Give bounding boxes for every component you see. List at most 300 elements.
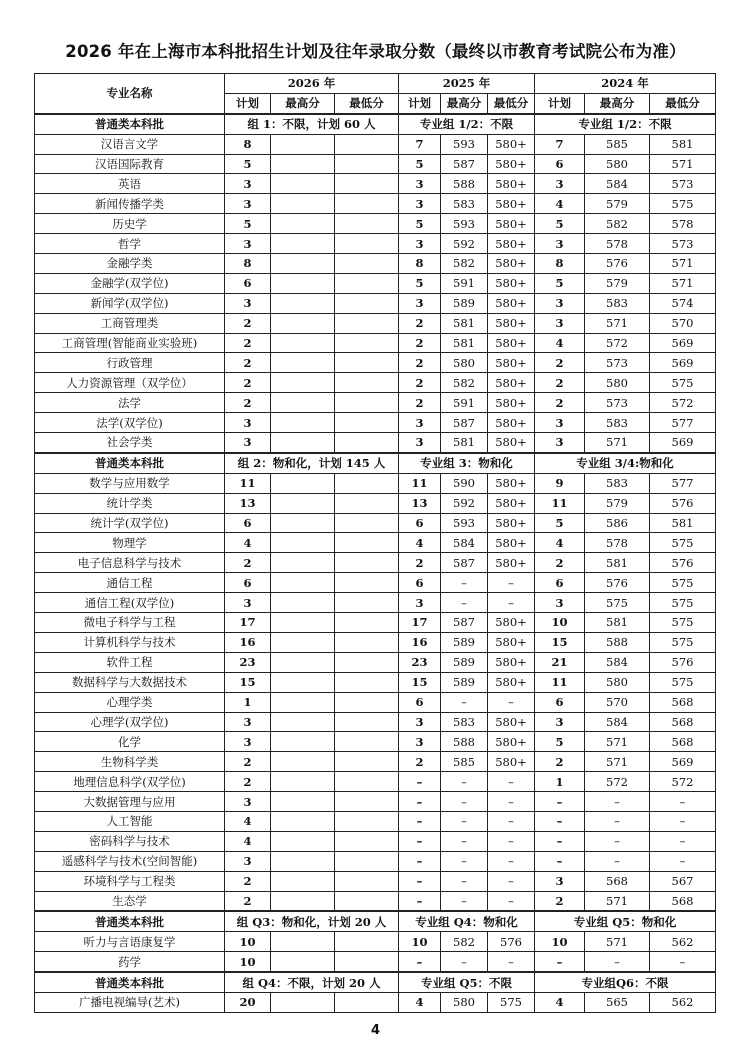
major-name-cell: 工商管理类 bbox=[35, 313, 225, 333]
max-score-cell: 584 bbox=[585, 712, 650, 732]
table-row bbox=[35, 373, 716, 393]
table-row bbox=[35, 273, 716, 293]
max-score-cell: 585 bbox=[585, 134, 650, 154]
plan-cell: 4 bbox=[225, 811, 271, 831]
max-score-cell: 581 bbox=[441, 313, 488, 333]
plan-cell: 2 bbox=[535, 373, 585, 393]
section-group-label: 专业组 Q4：物和化 bbox=[399, 911, 535, 931]
plan-cell: 3 bbox=[399, 712, 441, 732]
table-row bbox=[35, 752, 716, 772]
max-score-cell: 568 bbox=[585, 871, 650, 891]
min-score-cell: 578 bbox=[650, 214, 716, 234]
table-row bbox=[35, 413, 716, 433]
min-score-cell: 580+ bbox=[488, 313, 535, 333]
min-score-cell: 573 bbox=[650, 234, 716, 254]
max-score-cell: 579 bbox=[585, 273, 650, 293]
min-score-cell bbox=[335, 871, 399, 891]
plan-cell: 3 bbox=[399, 732, 441, 752]
plan-cell: 4 bbox=[535, 333, 585, 353]
plan-cell: 6 bbox=[399, 692, 441, 712]
min-score-cell: – bbox=[488, 851, 535, 871]
max-score-cell: 581 bbox=[441, 333, 488, 353]
max-score-cell: 590 bbox=[441, 473, 488, 493]
max-score-cell bbox=[271, 473, 335, 493]
table-row bbox=[35, 811, 716, 831]
max-score-cell: – bbox=[585, 811, 650, 831]
plan-cell: 5 bbox=[535, 273, 585, 293]
max-score-cell: 586 bbox=[585, 513, 650, 533]
min-score-cell: 580+ bbox=[488, 493, 535, 513]
max-score-cell: 584 bbox=[585, 174, 650, 194]
plan-cell: 2 bbox=[535, 891, 585, 911]
max-score-cell: 581 bbox=[441, 433, 488, 453]
table-row bbox=[35, 792, 716, 812]
min-score-cell bbox=[335, 573, 399, 593]
max-score-cell: 589 bbox=[441, 632, 488, 652]
min-score-cell bbox=[335, 992, 399, 1012]
table-row bbox=[35, 293, 716, 313]
plan-cell: 3 bbox=[225, 433, 271, 453]
plan-cell: 5 bbox=[225, 214, 271, 234]
major-name-cell: 微电子科学与工程 bbox=[35, 613, 225, 633]
major-name-cell: 生物科学类 bbox=[35, 752, 225, 772]
plan-cell: 23 bbox=[225, 652, 271, 672]
table-row bbox=[35, 473, 716, 493]
max-score-cell: 584 bbox=[585, 652, 650, 672]
max-score-cell: 580 bbox=[585, 154, 650, 174]
plan-cell: 2 bbox=[225, 891, 271, 911]
major-name-cell: 汉语言文学 bbox=[35, 134, 225, 154]
plan-cell: – bbox=[399, 811, 441, 831]
min-score-cell: 575 bbox=[650, 533, 716, 553]
min-score-cell: 580+ bbox=[488, 632, 535, 652]
min-score-cell bbox=[335, 792, 399, 812]
section-group-label: 组 Q4：不限，计划 20 人 bbox=[225, 972, 399, 992]
min-score-cell: 580+ bbox=[488, 732, 535, 752]
min-score-cell bbox=[335, 473, 399, 493]
table-row bbox=[35, 831, 716, 851]
min-score-cell: 571 bbox=[650, 154, 716, 174]
section-group-label: 专业组 1/2：不限 bbox=[399, 114, 535, 134]
major-name-cell: 环境科学与工程类 bbox=[35, 871, 225, 891]
min-score-cell: 580+ bbox=[488, 613, 535, 633]
header-max-score: 最高分 bbox=[271, 93, 335, 113]
major-name-cell: 物理学 bbox=[35, 533, 225, 553]
max-score-cell: 589 bbox=[441, 652, 488, 672]
max-score-cell: – bbox=[441, 851, 488, 871]
max-score-cell bbox=[271, 553, 335, 573]
plan-cell: 3 bbox=[399, 293, 441, 313]
max-score-cell: 583 bbox=[441, 194, 488, 214]
section-group-label: 专业组 Q5：不限 bbox=[399, 972, 535, 992]
max-score-cell: 592 bbox=[441, 493, 488, 513]
table-row bbox=[35, 992, 716, 1012]
max-score-cell bbox=[271, 593, 335, 613]
plan-cell: – bbox=[399, 831, 441, 851]
plan-cell: 2 bbox=[225, 373, 271, 393]
major-name-cell: 大数据管理与应用 bbox=[35, 792, 225, 812]
plan-cell: 3 bbox=[535, 712, 585, 732]
min-score-cell bbox=[335, 154, 399, 174]
section-header-row bbox=[35, 453, 716, 473]
max-score-cell: 582 bbox=[441, 932, 488, 952]
header-year-2024: 2024 年 bbox=[535, 74, 716, 94]
plan-cell: 2 bbox=[535, 553, 585, 573]
max-score-cell bbox=[271, 952, 335, 972]
min-score-cell bbox=[335, 353, 399, 373]
min-score-cell bbox=[335, 553, 399, 573]
min-score-cell: – bbox=[488, 692, 535, 712]
plan-cell: 17 bbox=[399, 613, 441, 633]
plan-cell: – bbox=[535, 851, 585, 871]
max-score-cell bbox=[271, 234, 335, 254]
plan-cell: 3 bbox=[535, 433, 585, 453]
min-score-cell: 580+ bbox=[488, 353, 535, 373]
plan-cell: 3 bbox=[399, 234, 441, 254]
plan-cell: 16 bbox=[225, 632, 271, 652]
max-score-cell: 571 bbox=[585, 891, 650, 911]
plan-cell: 3 bbox=[535, 293, 585, 313]
table-row bbox=[35, 891, 716, 911]
max-score-cell: 575 bbox=[585, 593, 650, 613]
max-score-cell bbox=[271, 513, 335, 533]
major-name-cell: 软件工程 bbox=[35, 652, 225, 672]
plan-cell: 7 bbox=[535, 134, 585, 154]
min-score-cell: 569 bbox=[650, 353, 716, 373]
table-row bbox=[35, 353, 716, 373]
plan-cell: – bbox=[399, 851, 441, 871]
section-header-row bbox=[35, 911, 716, 931]
max-score-cell: 588 bbox=[441, 732, 488, 752]
table-row bbox=[35, 194, 716, 214]
min-score-cell bbox=[335, 632, 399, 652]
min-score-cell: 580+ bbox=[488, 433, 535, 453]
table-row bbox=[35, 652, 716, 672]
header-year-2026: 2026 年 bbox=[225, 74, 399, 94]
admission-table bbox=[34, 73, 716, 1013]
max-score-cell: – bbox=[441, 593, 488, 613]
min-score-cell: – bbox=[650, 792, 716, 812]
admission-table-container bbox=[34, 73, 715, 1013]
table-row bbox=[35, 553, 716, 573]
table-row bbox=[35, 174, 716, 194]
plan-cell: 13 bbox=[225, 493, 271, 513]
table-row bbox=[35, 871, 716, 891]
min-score-cell bbox=[335, 533, 399, 553]
min-score-cell: 572 bbox=[650, 393, 716, 413]
major-name-cell: 听力与言语康复学 bbox=[35, 932, 225, 952]
max-score-cell: – bbox=[441, 891, 488, 911]
plan-cell: 20 bbox=[225, 992, 271, 1012]
max-score-cell bbox=[271, 174, 335, 194]
max-score-cell: 571 bbox=[585, 313, 650, 333]
plan-cell: 10 bbox=[399, 932, 441, 952]
max-score-cell: – bbox=[441, 871, 488, 891]
max-score-cell bbox=[271, 293, 335, 313]
major-name-cell: 地理信息科学(双学位) bbox=[35, 772, 225, 792]
max-score-cell bbox=[271, 752, 335, 772]
table-row bbox=[35, 393, 716, 413]
header-min-score: 最低分 bbox=[650, 93, 716, 113]
table-row bbox=[35, 672, 716, 692]
plan-cell: 15 bbox=[535, 632, 585, 652]
major-name-cell: 通信工程 bbox=[35, 573, 225, 593]
min-score-cell: – bbox=[650, 851, 716, 871]
min-score-cell: 581 bbox=[650, 513, 716, 533]
major-name-cell: 遥感科学与技术(空间智能) bbox=[35, 851, 225, 871]
section-batch-label: 普通类本科批 bbox=[35, 114, 225, 134]
plan-cell: 3 bbox=[535, 313, 585, 333]
plan-cell: 10 bbox=[225, 932, 271, 952]
min-score-cell bbox=[335, 513, 399, 533]
plan-cell: 3 bbox=[225, 593, 271, 613]
max-score-cell bbox=[271, 333, 335, 353]
section-group-label: 组 Q3：物和化，计划 20 人 bbox=[225, 911, 399, 931]
plan-cell: 2 bbox=[399, 333, 441, 353]
major-name-cell: 人工智能 bbox=[35, 811, 225, 831]
plan-cell: 4 bbox=[225, 831, 271, 851]
min-score-cell: – bbox=[650, 952, 716, 972]
min-score-cell bbox=[335, 273, 399, 293]
min-score-cell: 580+ bbox=[488, 134, 535, 154]
max-score-cell: 591 bbox=[441, 393, 488, 413]
major-name-cell: 心理学类 bbox=[35, 692, 225, 712]
plan-cell: 8 bbox=[225, 134, 271, 154]
min-score-cell bbox=[335, 652, 399, 672]
page-number: 4 bbox=[370, 1023, 381, 1038]
major-name-cell: 药学 bbox=[35, 952, 225, 972]
table-row bbox=[35, 254, 716, 274]
plan-cell: 3 bbox=[399, 174, 441, 194]
max-score-cell bbox=[271, 154, 335, 174]
min-score-cell: 575 bbox=[650, 373, 716, 393]
section-header-row bbox=[35, 114, 716, 134]
plan-cell: 2 bbox=[225, 553, 271, 573]
max-score-cell bbox=[271, 353, 335, 373]
section-group-label: 专业组 3：物和化 bbox=[399, 453, 535, 473]
min-score-cell bbox=[335, 214, 399, 234]
plan-cell: 23 bbox=[399, 652, 441, 672]
plan-cell: 8 bbox=[399, 254, 441, 274]
section-group-label: 专业组Q6：不限 bbox=[535, 972, 716, 992]
min-score-cell bbox=[335, 134, 399, 154]
plan-cell: 6 bbox=[535, 692, 585, 712]
major-name-cell: 历史学 bbox=[35, 214, 225, 234]
plan-cell: – bbox=[399, 772, 441, 792]
min-score-cell: 577 bbox=[650, 473, 716, 493]
min-score-cell bbox=[335, 493, 399, 513]
min-score-cell: 572 bbox=[650, 772, 716, 792]
max-score-cell: 583 bbox=[585, 413, 650, 433]
min-score-cell: 575 bbox=[650, 672, 716, 692]
max-score-cell bbox=[271, 692, 335, 712]
plan-cell: 6 bbox=[225, 513, 271, 533]
max-score-cell: – bbox=[585, 831, 650, 851]
max-score-cell: – bbox=[585, 792, 650, 812]
major-name-cell: 统计学类 bbox=[35, 493, 225, 513]
plan-cell: 2 bbox=[535, 393, 585, 413]
min-score-cell: 580+ bbox=[488, 293, 535, 313]
min-score-cell: 577 bbox=[650, 413, 716, 433]
max-score-cell bbox=[271, 792, 335, 812]
table-row bbox=[35, 333, 716, 353]
min-score-cell: 574 bbox=[650, 293, 716, 313]
plan-cell: 5 bbox=[535, 732, 585, 752]
table-row bbox=[35, 851, 716, 871]
min-score-cell: 575 bbox=[650, 632, 716, 652]
max-score-cell bbox=[271, 652, 335, 672]
min-score-cell bbox=[335, 613, 399, 633]
table-body bbox=[35, 114, 716, 1013]
min-score-cell bbox=[335, 932, 399, 952]
plan-cell: 11 bbox=[535, 672, 585, 692]
min-score-cell bbox=[335, 593, 399, 613]
plan-cell: 21 bbox=[535, 652, 585, 672]
plan-cell: 11 bbox=[535, 493, 585, 513]
plan-cell: 2 bbox=[399, 353, 441, 373]
min-score-cell: 581 bbox=[650, 134, 716, 154]
header-major-name: 专业名称 bbox=[35, 74, 225, 114]
plan-cell: 3 bbox=[225, 712, 271, 732]
plan-cell: 10 bbox=[535, 613, 585, 633]
min-score-cell bbox=[335, 952, 399, 972]
table-row bbox=[35, 732, 716, 752]
plan-cell: 4 bbox=[399, 533, 441, 553]
table-row bbox=[35, 932, 716, 952]
max-score-cell: 571 bbox=[585, 433, 650, 453]
plan-cell: 2 bbox=[225, 393, 271, 413]
min-score-cell: 568 bbox=[650, 692, 716, 712]
max-score-cell: 580 bbox=[441, 992, 488, 1012]
max-score-cell: 579 bbox=[585, 493, 650, 513]
min-score-cell: 576 bbox=[650, 493, 716, 513]
min-score-cell: 580+ bbox=[488, 533, 535, 553]
max-score-cell bbox=[271, 273, 335, 293]
plan-cell: – bbox=[535, 952, 585, 972]
plan-cell: 2 bbox=[225, 772, 271, 792]
table-row bbox=[35, 214, 716, 234]
plan-cell: 2 bbox=[225, 752, 271, 772]
max-score-cell: 581 bbox=[585, 553, 650, 573]
plan-cell: 1 bbox=[225, 692, 271, 712]
plan-cell: 5 bbox=[399, 214, 441, 234]
major-name-cell: 人力资源管理（双学位） bbox=[35, 373, 225, 393]
major-name-cell: 法学(双学位) bbox=[35, 413, 225, 433]
min-score-cell: – bbox=[650, 831, 716, 851]
plan-cell: 6 bbox=[399, 513, 441, 533]
header-year-2025: 2025 年 bbox=[399, 74, 535, 94]
max-score-cell bbox=[271, 712, 335, 732]
plan-cell: 3 bbox=[399, 413, 441, 433]
max-score-cell: 582 bbox=[585, 214, 650, 234]
max-score-cell: – bbox=[441, 811, 488, 831]
min-score-cell: 580+ bbox=[488, 553, 535, 573]
plan-cell: 3 bbox=[399, 194, 441, 214]
min-score-cell: 576 bbox=[650, 553, 716, 573]
max-score-cell: 576 bbox=[585, 254, 650, 274]
max-score-cell: 593 bbox=[441, 513, 488, 533]
max-score-cell bbox=[271, 932, 335, 952]
max-score-cell: 589 bbox=[441, 293, 488, 313]
plan-cell: 3 bbox=[225, 413, 271, 433]
max-score-cell bbox=[271, 831, 335, 851]
max-score-cell: 581 bbox=[585, 613, 650, 633]
plan-cell: 3 bbox=[535, 234, 585, 254]
header-row-years bbox=[35, 74, 716, 94]
max-score-cell bbox=[271, 632, 335, 652]
table-row bbox=[35, 154, 716, 174]
plan-cell: 2 bbox=[225, 871, 271, 891]
plan-cell: 5 bbox=[225, 154, 271, 174]
min-score-cell: 580+ bbox=[488, 413, 535, 433]
major-name-cell: 计算机科学与技术 bbox=[35, 632, 225, 652]
max-score-cell: 593 bbox=[441, 134, 488, 154]
plan-cell: – bbox=[399, 871, 441, 891]
max-score-cell: 587 bbox=[441, 553, 488, 573]
max-score-cell: 578 bbox=[585, 234, 650, 254]
major-name-cell: 数学与应用数学 bbox=[35, 473, 225, 493]
min-score-cell: – bbox=[488, 772, 535, 792]
min-score-cell: 570 bbox=[650, 313, 716, 333]
max-score-cell: 585 bbox=[441, 752, 488, 772]
max-score-cell: 565 bbox=[585, 992, 650, 1012]
major-name-cell: 统计学(双学位) bbox=[35, 513, 225, 533]
plan-cell: 3 bbox=[225, 293, 271, 313]
plan-cell: 2 bbox=[399, 393, 441, 413]
min-score-cell: 575 bbox=[650, 573, 716, 593]
max-score-cell bbox=[271, 613, 335, 633]
major-name-cell: 金融学(双学位) bbox=[35, 273, 225, 293]
max-score-cell bbox=[271, 493, 335, 513]
min-score-cell: 580+ bbox=[488, 393, 535, 413]
plan-cell: 3 bbox=[225, 194, 271, 214]
max-score-cell: – bbox=[441, 831, 488, 851]
plan-cell: 1 bbox=[535, 772, 585, 792]
table-row bbox=[35, 952, 716, 972]
section-batch-label: 普通类本科批 bbox=[35, 911, 225, 931]
major-name-cell: 广播电视编导(艺术) bbox=[35, 992, 225, 1012]
min-score-cell bbox=[335, 194, 399, 214]
max-score-cell: 580 bbox=[585, 672, 650, 692]
plan-cell: – bbox=[399, 891, 441, 911]
max-score-cell bbox=[271, 772, 335, 792]
min-score-cell: – bbox=[650, 811, 716, 831]
plan-cell: 10 bbox=[535, 932, 585, 952]
max-score-cell: 573 bbox=[585, 353, 650, 373]
max-score-cell bbox=[271, 413, 335, 433]
max-score-cell bbox=[271, 254, 335, 274]
min-score-cell: 580+ bbox=[488, 473, 535, 493]
min-score-cell: 576 bbox=[488, 932, 535, 952]
min-score-cell: – bbox=[488, 871, 535, 891]
min-score-cell: 567 bbox=[650, 871, 716, 891]
min-score-cell: – bbox=[488, 573, 535, 593]
min-score-cell: 580+ bbox=[488, 174, 535, 194]
max-score-cell bbox=[271, 811, 335, 831]
table-row bbox=[35, 433, 716, 453]
min-score-cell: 576 bbox=[650, 652, 716, 672]
major-name-cell: 密码科学与技术 bbox=[35, 831, 225, 851]
major-name-cell: 新闻学(双学位) bbox=[35, 293, 225, 313]
max-score-cell: 583 bbox=[585, 473, 650, 493]
plan-cell: 3 bbox=[535, 174, 585, 194]
max-score-cell: – bbox=[441, 692, 488, 712]
major-name-cell: 行政管理 bbox=[35, 353, 225, 373]
min-score-cell: 571 bbox=[650, 273, 716, 293]
min-score-cell bbox=[335, 672, 399, 692]
major-name-cell: 社会学类 bbox=[35, 433, 225, 453]
min-score-cell: – bbox=[488, 792, 535, 812]
